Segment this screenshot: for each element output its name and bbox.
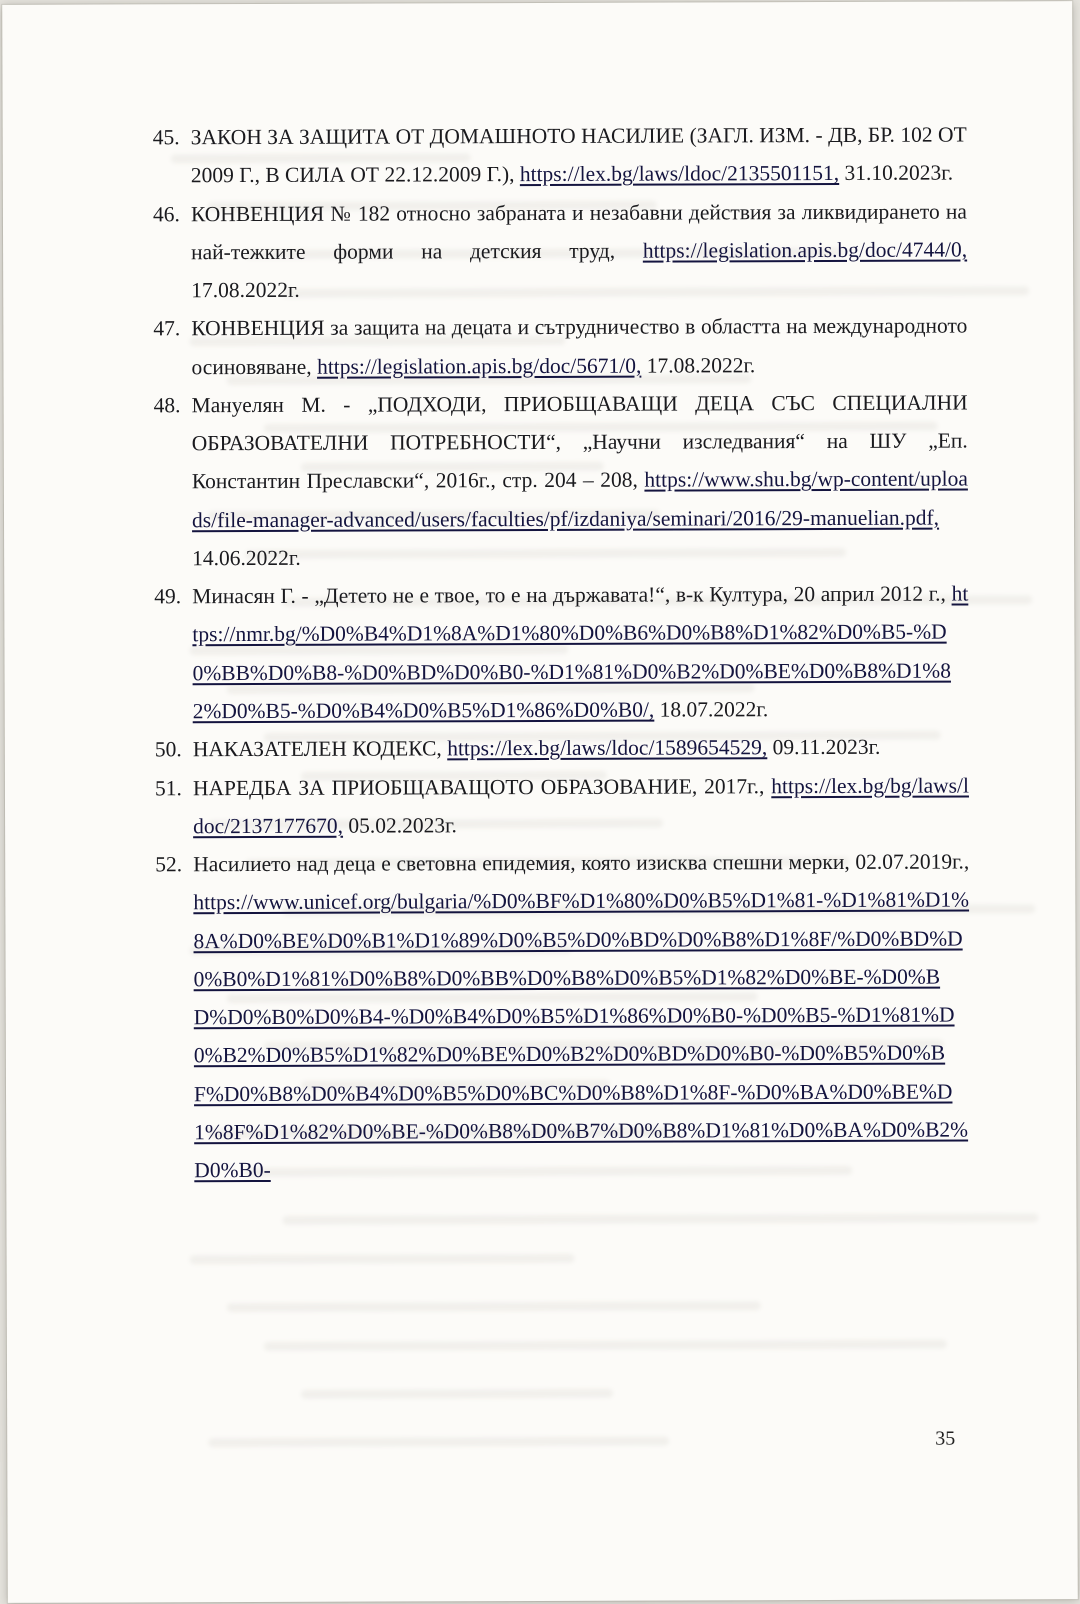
reference-number: 52. [155,852,183,877]
reference-link[interactable]: https://lex.bg/laws/ldoc/2135501151, [519,161,840,187]
reference-item [154,575,969,731]
reference-number: 50. [154,737,182,762]
reference-text: НАКАЗАТЕЛЕН КОДЕКС, [192,736,448,762]
reference-text: КОНВЕНЦИЯ № 182 относно забраната и незабавни действия за ликвидирането на най-тежките форми на детския труд, [190,199,967,265]
reference-text: 14.06.2022г. [192,545,301,571]
bleed-mark [264,1340,947,1351]
reference-text: Насилието над деца е световна епидемия, която изисква спешни мерки, 02.07.2019г., [193,849,970,877]
reference-item [155,843,970,1190]
reference-number: 49. [154,584,182,609]
reference-text: 17.08.2022г. [191,277,300,303]
reference-text: 17.08.2022г. [641,352,756,378]
bleed-mark [282,1213,1038,1225]
reference-link[interactable]: https://www.unicef.org/bulgaria/%D0%BF%D1%80%D0%B5%D1%81-%D1%81%D1%8A%D0%BE%D0%B1%D1%89%D0%B5%D0%BD%D0%B8%D1%8F/%D0%BD%D0%B0%D1%81%D0%B8%D0%BB%D0%B8%D0%B5%D1%82%D0%BE-%D0%BD%D0%B0%D0%B4-%D0%B4%D0%B5%D1%86%D0%B0-%D0%B5-%D1%81%D0%B2%D0%B5%D1%82%D0%BE%D0%B2%D0%BD%D0%B0-%D0%B5%D0%BF%D0%B8%D0%B4%D0%B5%D0%BC%D0%B8%D1%8F-%D0%BA%D0%BE%D1%8F%D1%82%D0%BE-%D0%B8%D0%B7%D0%B8%D1%81%D0%BA%D0%B2%D0%B0- [193,887,970,1183]
bleed-mark [208,1437,669,1448]
reference-text: НАРЕДБА ЗА ПРИОБЩАВАЩОТО ОБРАЗОВАНИЕ, 2017г., [192,773,772,800]
reference-link[interactable]: https://nmr.bg/%D0%B4%D1%8A%D1%80%D0%B6%D0%B8%D1%82%D0%B5-%D0%BB%D0%B8-%D0%BD%D0%B0-%D1%81%D0%B2%D0%BE%D0%B8%D1%82%D0%B5-%D0%B4%D0%B5%D1%86%D0%B0/, [192,581,969,724]
reference-list [153,116,971,1190]
reference-text: Минасян Г. - „Детето не е твое, то е на държавата!“, в-к Култура, 20 април 2012 г., [192,581,952,609]
bleed-mark [227,1301,761,1312]
reference-number: 51. [154,775,182,800]
reference-text: Мануелян М. - „ПОДХОДИ, ПРИОБЩАВАЩИ ДЕЦА СЪС СПЕЦИАЛНИ ОБРАЗОВАТЕЛНИ ПОТРЕБНОСТИ“, „Научни изследвания“ на ШУ „Еп. Константин Преславски“, 2016г., стр. 204 – 208, [191,390,968,494]
reference-item [155,728,969,769]
reference-number: 48. [153,393,181,418]
reference-number: 47. [153,316,181,341]
reference-item [153,116,967,195]
reference-link[interactable]: https://legislation.apis.bg/doc/5671/0, [316,353,642,379]
reference-link[interactable]: https://legislation.apis.bg/doc/4744/0, [642,237,968,263]
reference-text: КОНВЕНЦИЯ за защита на децата и сътрудничество в областта на международното осиновяване, [191,313,968,379]
bleed-mark [301,1389,613,1399]
reference-item [153,192,967,310]
reference-link[interactable]: https://lex.bg/bg/laws/ldoc/2137177670, [193,773,969,838]
reference-text: ЗАКОН ЗА ЗАЩИТА ОТ ДОМАШНОТО НАСИЛИЕ (ЗАГЛ. ИЗМ. - ДВ, БР. 102 ОТ 2009 Г., В СИЛА ОТ 22.12.2009 Г.), [190,122,967,188]
reference-text: 31.10.2023г. [839,160,954,186]
reference-text: 18.07.2022г. [654,697,769,722]
bleed-mark [190,1254,575,1264]
reference-text: 05.02.2023г. [342,813,457,838]
reference-link[interactable]: https://lex.bg/laws/ldoc/1589654529, [447,735,768,761]
reference-number: 45. [152,125,180,150]
reference-link[interactable]: https://www.shu.bg/wp-content/uploads/file-manager-advanced/users/faculties/pf/izdaniya/seminari/2016/29-manuelian.pdf, [191,466,968,532]
reference-item [154,383,969,577]
reference-item [155,766,969,845]
scanned-page [2,1,1078,1603]
reference-item [153,307,967,386]
page-number: 35 [935,1427,956,1450]
reference-text: 09.11.2023г. [767,735,881,760]
reference-number: 46. [152,201,180,226]
